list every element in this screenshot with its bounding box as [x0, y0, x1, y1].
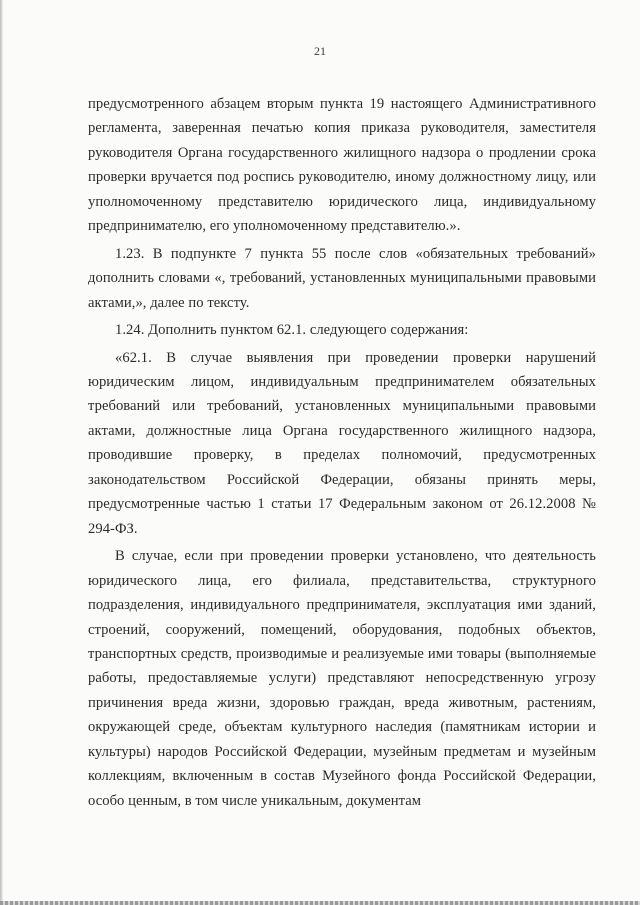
scan-bottom-edge [0, 901, 640, 905]
paragraph-threat-case: В случае, если при проведении проверки установлено, что деятельность юридического лица, его филиала, представительства, структурного подразделения, индивидуального предпринимателя, эксплуатация ими зданий, строений, сооружений, помещений, оборудования, подобных объектов, транспортных средств, производимые и реализуемые ими товары (выполняемые работы, предоставляемые услуги) представляют непосредственную угрозу причинения вреда жизни, здоровью граждан, вреда животным, растениям, окружающей среде, объектам культурного наследия (памятникам истории и культуры) народов Российской Федерации, музейным предметам и музейным коллекциям, включенным в состав Музейного фонда Российской Федерации, особо ценным, в том числе уникальным, документам [88, 548, 596, 809]
scan-left-edge [0, 0, 3, 905]
paragraph-62-1: «62.1. В случае выявления при проведении проверки нарушений юридическим лицом, индивидуальным предпринимателем обязательных требований или требований, установленных муниципальными правовыми актами, должностные лица Органа государственного жилищного надзора, проводившие проверку, в пределах полномочий, предусмотренных законодательством Российской Федерации, обязаны принять меры, предусмотренные частью 1 статьи 17 Федеральным законом от 26.12.2008 № 294-ФЗ. [88, 349, 596, 537]
paragraph-continuation: предусмотренного абзацем вторым пункта 19 настоящего Административного регламента, заверенная печатью копия приказа руководителя, заместителя руководителя Органа государственного жилищного надзора о продлении срока проверки вручается под роспись руководителю, иному должностному лицу, или уполномоченному представителю юридического лица, индивидуальному предпринимателю, его уполномоченному представителю.». [88, 96, 596, 235]
page-number: 21 [314, 44, 326, 58]
paragraph-1-23: 1.23. В подпункте 7 пункта 55 после слов «обязательных требований» дополнить словами «, требований, установленных муниципальными правовыми актами,», далее по тексту. [88, 245, 596, 311]
paragraph-1-24: 1.24. Дополнить пунктом 62.1. следующего содержания: [115, 322, 469, 339]
document-body [88, 92, 596, 813]
